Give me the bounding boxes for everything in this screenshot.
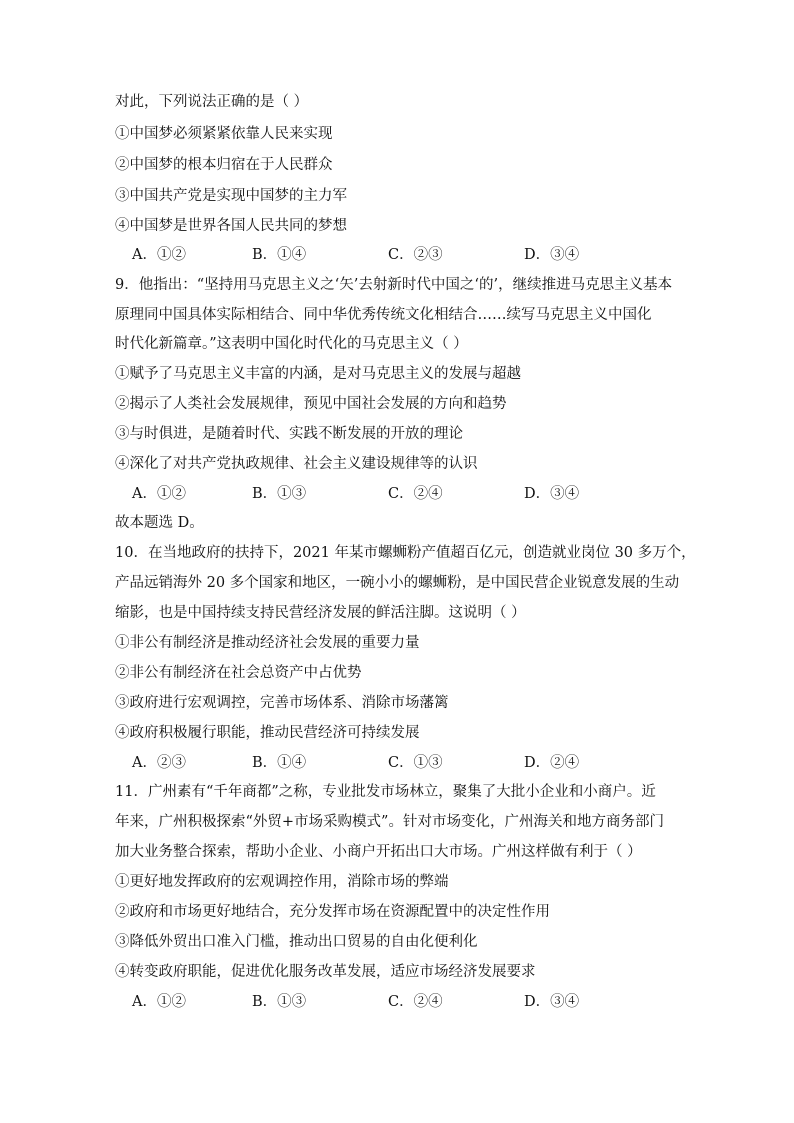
question-stem: 9．他指出：“坚持用马克思主义之‘矢’去射新时代中国之‘的’，继续推进马克思主义基本 [115,277,673,293]
question-stem: 加大业务整合探索，帮助小企业、小商户开拓出口大市场。广州这样做有利于（ ） [115,844,642,860]
question-stem: 10．在当地政府的扶持下，2021 年某市螺蛳粉产值超百亿元，创造就业岗位 30 多万个， [115,545,696,561]
choice-item: ④深化了对共产党执政规律、社会主义建设规律等的认识 [115,456,478,472]
option-d: D．③④ [524,486,580,502]
option-a: A．①② [132,994,186,1010]
option-d: D．③④ [524,247,580,263]
question-stem: 原理同中国具体实际相结合、同中华优秀传统文化相结合……续写马克思主义中国化 [115,307,652,323]
question-stem: 年来，广州积极探索“外贸+市场采购模式”。针对市场变化，广州海关和地方商务部门 [115,814,664,830]
option-b: B．①③ [252,486,307,502]
choice-item: ①赋予了马克思主义丰富的内涵，是对马克思主义的发展与超越 [115,366,521,382]
choice-item: ④政府积极履行职能，推动民营经济可持续发展 [115,725,420,741]
choice-item: ②中国梦的根本归宿在于人民群众 [115,157,333,173]
question-stem: 对此，下列说法正确的是（ ） [115,94,309,110]
choice-item: ③降低外贸出口准入门槛，推动出口贸易的自由化便利化 [115,934,478,950]
choice-item: ④中国梦是世界各国人民共同的梦想 [115,218,347,234]
choice-item: ②非公有制经济在社会总资产中占优势 [115,665,362,681]
option-b: B．①④ [252,755,307,771]
option-a: A．②③ [132,755,186,771]
answer-note: 故本题选 D。 [115,515,204,531]
question-stem: 产品远销海外 20 多个国家和地区，一碗小小的螺蛳粉，是中国民营企业锐意发展的生动 [115,575,680,591]
choice-item: ③政府进行宏观调控，完善市场体系、消除市场藩篱 [115,695,449,711]
question-stem: 11．广州素有“千年商都”之称，专业批发市场林立，聚集了大批小企业和小商户。近 [115,784,656,800]
choice-item: ③与时俱进，是随着时代、实践不断发展的开放的理论 [115,426,463,442]
choice-item: ①更好地发挥政府的宏观调控作用，消除市场的弊端 [115,874,449,890]
choice-item: ①中国梦必须紧紧依靠人民来实现 [115,126,333,142]
option-c: C．②③ [388,247,443,263]
option-c: C．②④ [388,486,443,502]
option-a: A．①② [132,486,186,502]
question-stem: 时代化新篇章。”这表明中国化时代化的马克思主义（ ） [115,336,468,352]
option-a: A．①② [132,247,186,263]
choice-item: ②揭示了人类社会发展规律，预见中国社会发展的方向和趋势 [115,396,507,412]
option-d: D．③④ [524,994,580,1010]
question-stem: 缩影，也是中国持续支持民营经济发展的鲜活注脚。这说明（ ） [115,605,526,621]
option-b: B．①③ [252,994,307,1010]
option-c: C．②④ [388,994,443,1010]
choice-item: ④转变政府职能，促进优化服务改革发展，适应市场经济发展要求 [115,964,536,980]
choice-item: ③中国共产党是实现中国梦的主力军 [115,188,347,204]
choice-item: ①非公有制经济是推动经济社会发展的重要力量 [115,635,420,651]
option-d: D．②④ [524,755,580,771]
choice-item: ②政府和市场更好地结合，充分发挥市场在资源配置中的决定性作用 [115,904,550,920]
option-b: B．①④ [252,247,307,263]
option-c: C．①③ [388,755,443,771]
